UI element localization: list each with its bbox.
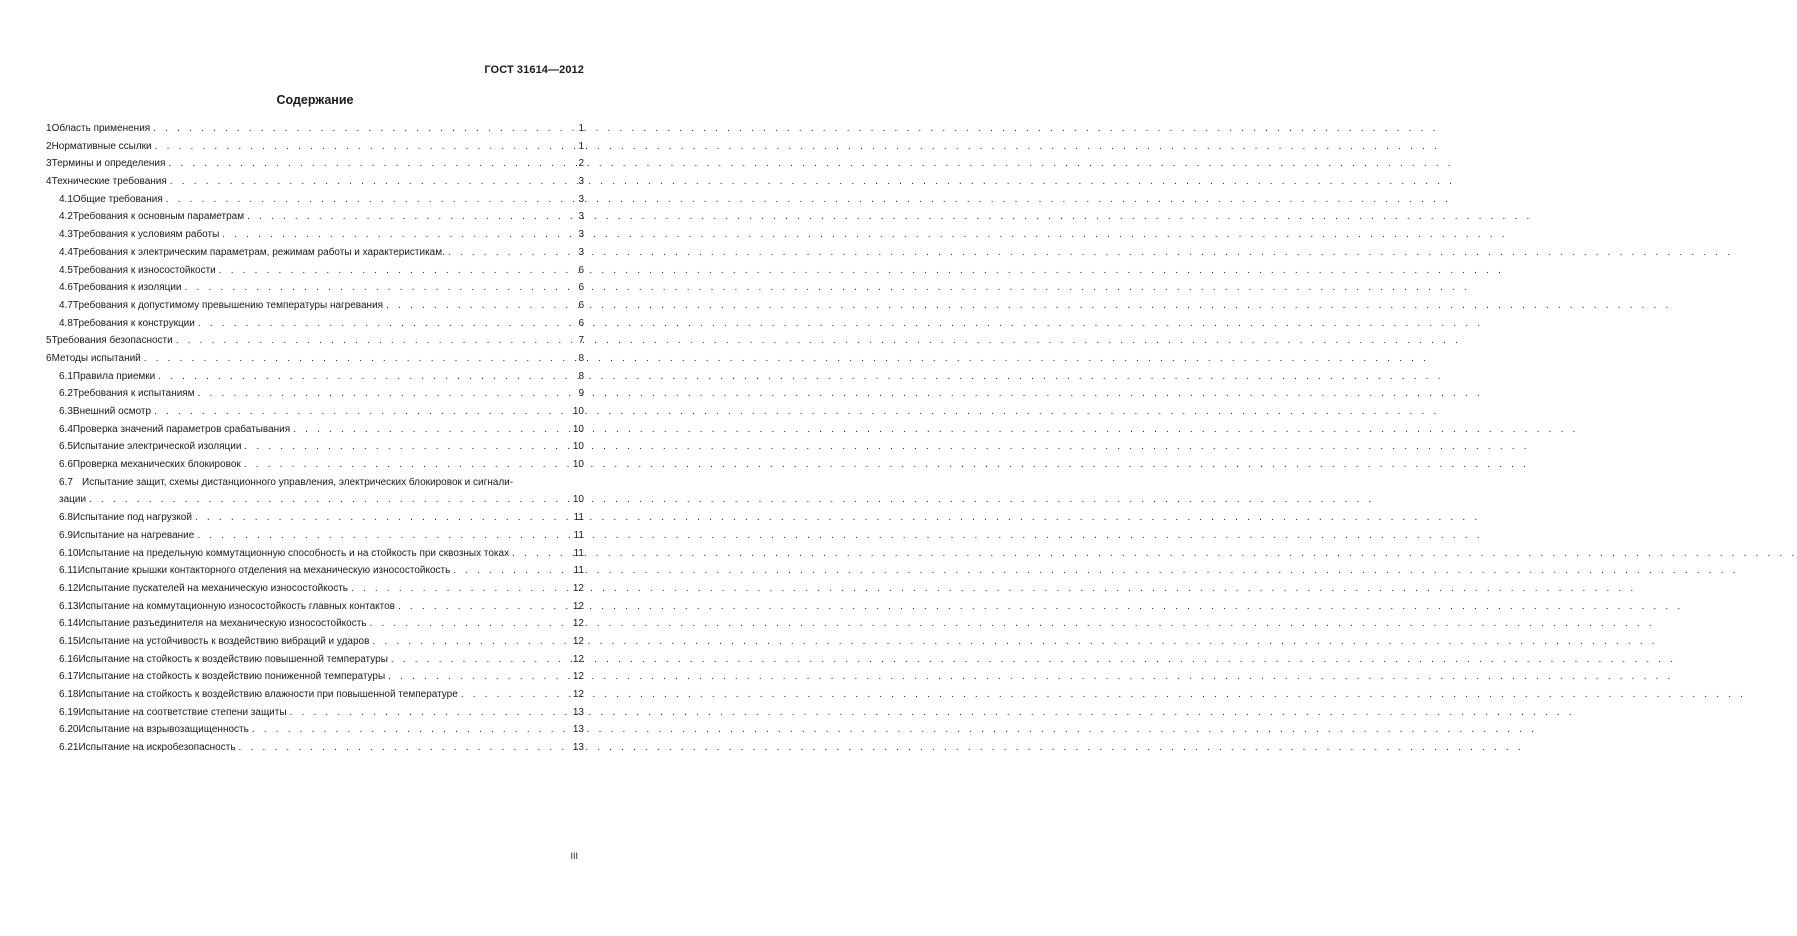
toc-entry-page: 11 [573, 529, 584, 541]
toc-entry-number: 6.18 [59, 689, 79, 700]
toc-entry[interactable] [46, 615, 584, 633]
toc-entry[interactable] [46, 385, 584, 403]
toc-entry-page: 6 [578, 299, 584, 311]
toc-entry-title: Требования к основным параметрам [72, 211, 245, 223]
toc-entry-number: 4.2 [59, 211, 73, 223]
toc-entry[interactable] [46, 421, 584, 439]
toc-entry-title: Испытание пускателей на механическую износостойкость [78, 582, 348, 594]
toc-entry-number: 6.7 [59, 476, 73, 488]
toc-leader-dots [144, 350, 573, 368]
toc-entry-number: 5 [46, 335, 52, 347]
toc-entry-page: 1 [578, 123, 584, 134]
toc-entry-title: Правила приемки [72, 370, 156, 382]
toc-entry-page: 9 [578, 388, 584, 400]
toc-entry-number: 4.3 [59, 229, 73, 241]
toc-entry-page: 13 [572, 706, 584, 718]
toc-leader-dots [89, 491, 570, 509]
toc-entry-number: 4.4 [59, 246, 73, 258]
page-number: III [570, 851, 578, 861]
toc-entry-number: 4.1 [59, 193, 73, 205]
toc-entry[interactable] [46, 120, 584, 138]
toc-entry[interactable] [46, 173, 584, 191]
toc-entry[interactable] [46, 155, 584, 173]
toc-entry-page: 6 [578, 264, 584, 276]
toc-entry[interactable] [46, 739, 584, 757]
toc-leader-dots [197, 527, 570, 545]
toc-entry[interactable] [46, 438, 584, 456]
toc-entry-number: 4 [46, 176, 52, 188]
toc-leader-dots [168, 155, 573, 173]
toc-entry-page: 13 [572, 742, 584, 754]
toc-entry-number: 6.13 [59, 600, 79, 612]
toc-entry-page: 12 [572, 689, 584, 700]
toc-entry[interactable] [46, 562, 584, 580]
toc-entry[interactable] [46, 580, 584, 598]
toc-leader-dots [154, 403, 570, 421]
toc-entry-title: Требования к испытаниям [72, 388, 195, 400]
toc-entry-page: 3 [578, 176, 584, 188]
toc-entry-page: 3 [578, 229, 584, 241]
toc-entry[interactable] [46, 332, 584, 350]
toc-entry-page: 12 [572, 635, 584, 647]
toc-entry-number: 6.1 [59, 370, 73, 382]
toc-entry-number: 6.2 [59, 388, 73, 400]
toc-leader-dots [158, 368, 573, 386]
table-of-contents [46, 120, 584, 757]
toc-entry[interactable] [46, 704, 584, 722]
toc-entry-page: 10 [572, 459, 584, 471]
toc-entry-page: 10 [572, 406, 584, 417]
toc-entry-number: 6.5 [59, 441, 73, 453]
toc-entry-title: Нормативные ссылки [51, 140, 152, 152]
toc-entry-page: 1 [578, 140, 584, 152]
toc-entry[interactable] [46, 598, 584, 616]
toc-entry-number: 6.8 [59, 512, 73, 524]
toc-entry[interactable] [46, 226, 584, 244]
toc-leader-dots [247, 208, 573, 226]
toc-leader-dots [448, 244, 573, 262]
toc-entry-page: 6 [578, 282, 584, 294]
toc-entry[interactable] [46, 686, 584, 704]
toc-entry-title-continuation: зации [59, 494, 87, 506]
toc-entry-title: Требования к допустимому превышению температуры нагревания [72, 299, 384, 311]
toc-leader-dots [370, 615, 570, 633]
toc-entry-title: Требования к изоляции [72, 282, 182, 294]
toc-entry-title: Испытание на стойкость к воздействию повышенной температуры [78, 653, 388, 665]
toc-entry-title: Испытание на стойкость к воздействию пониженной температуры [78, 671, 386, 683]
toc-entry[interactable] [46, 262, 584, 280]
toc-leader-dots [222, 226, 573, 244]
toc-entry[interactable] [46, 244, 584, 262]
toc-entry[interactable] [46, 456, 584, 474]
toc-entry-number: 6.19 [59, 706, 79, 718]
toc-entry-number: 6 [46, 352, 52, 364]
toc-entry[interactable] [46, 138, 584, 156]
toc-leader-dots [176, 332, 573, 350]
toc-entry-page: 7 [578, 335, 584, 347]
toc-leader-dots [388, 668, 570, 686]
toc-leader-dots [252, 721, 570, 739]
toc-entry-title: Требования к конструкции [72, 317, 195, 329]
toc-entry-number: 4.7 [59, 299, 73, 311]
toc-entry-title: Испытание на взрывозащищенность [78, 724, 249, 736]
toc-leader-dots [219, 262, 573, 280]
toc-entry-page: 12 [572, 618, 584, 630]
toc-entry[interactable] [46, 721, 584, 739]
toc-entry-number: 4.6 [59, 282, 73, 294]
toc-leader-dots [153, 120, 573, 138]
toc-leader-dots [244, 456, 570, 474]
toc-entry-page: 11 [573, 547, 584, 559]
toc-entry-page: 6 [578, 317, 584, 329]
toc-entry-title: Требования безопасности [51, 335, 173, 347]
toc-leader-dots [244, 438, 569, 456]
toc-entry-page: 12 [572, 653, 584, 665]
toc-entry-number: 6.17 [59, 671, 79, 683]
toc-leader-dots [166, 191, 573, 209]
toc-entry-page: 8 [578, 370, 584, 382]
toc-entry-page: 12 [572, 582, 584, 594]
toc-entry-number: 2 [46, 140, 52, 152]
toc-entry-number: 6.14 [59, 618, 79, 630]
toc-entry-title: Общие требования [72, 193, 163, 205]
toc-entry-title: Испытание на коммутационную износостойкость главных контактов [78, 600, 395, 612]
toc-entry-title: Область применения [51, 123, 151, 134]
toc-entry[interactable] [46, 651, 584, 669]
toc-entry[interactable] [46, 297, 584, 315]
toc-entry-number: 6.4 [59, 423, 73, 435]
toc-leader-dots [155, 138, 573, 156]
toc-entry-page: 2 [578, 158, 584, 170]
toc-entry-page: 3 [578, 211, 584, 223]
toc-entry[interactable] [46, 509, 584, 527]
toc-entry-page: 8 [578, 352, 584, 364]
toc-entry-number: 1 [46, 123, 52, 134]
toc-entry-number: 6.11 [59, 565, 78, 577]
toc-entry[interactable] [46, 350, 584, 368]
toc-entry-title: Испытание на стойкость к воздействию влажности при повышенной температуре [78, 689, 458, 700]
toc-entry-page: 11 [573, 565, 584, 577]
toc-entry[interactable] [46, 474, 584, 509]
toc-entry[interactable] [46, 315, 584, 333]
toc-entry-page: 12 [572, 671, 584, 683]
toc-leader-dots [239, 739, 570, 757]
toc-entry[interactable] [46, 208, 584, 226]
toc-entry-title: Испытание на предельную коммутационную способность и на стойкость при сквозных токах [78, 547, 510, 559]
toc-entry-number: 6.20 [59, 724, 79, 736]
toc-entry[interactable] [46, 279, 584, 297]
toc-leader-dots [198, 315, 573, 333]
toc-entry-page: 10 [572, 423, 584, 435]
toc-entry[interactable] [46, 191, 584, 209]
toc-leader-dots [290, 704, 570, 722]
toc-entry-number: 6.10 [59, 547, 79, 559]
toc-entry-title: Методы испытаний [51, 352, 141, 364]
toc-entry-title: Испытание крышки контакторного отделения на механическую износостойкость [77, 565, 451, 577]
toc-entry-page: 3 [578, 193, 584, 205]
toc-entry-number: 6.12 [59, 582, 79, 594]
toc-entry-number: 4.8 [59, 317, 73, 329]
toc-entry-title: Требования к электрическим параметрам, режимам работы и характеристикам. [72, 246, 445, 258]
toc-leader-dots [170, 173, 573, 191]
toc-entry-page: 10 [572, 494, 584, 506]
toc-leader-dots [351, 580, 570, 598]
toc-entry-title: Испытание на соответствие степени защиты [78, 706, 287, 718]
toc-entry-number: 3 [46, 158, 52, 170]
toc-entry-number: 6.9 [59, 529, 73, 541]
toc-entry-number: 6.15 [59, 635, 79, 647]
toc-entry[interactable] [46, 527, 584, 545]
toc-leader-dots [386, 297, 573, 315]
toc-entry-title: Испытание на устойчивость к воздействию вибраций и ударов [78, 635, 370, 647]
toc-entry-title: Испытание на искробезопасность [78, 742, 236, 754]
toc-entry[interactable] [46, 545, 584, 563]
toc-entry-number: 6.6 [59, 459, 73, 471]
toc-entry[interactable] [46, 668, 584, 686]
toc-leader-dots [195, 509, 571, 527]
toc-entry-title: Требования к износостойкости [72, 264, 216, 276]
toc-leader-dots [185, 279, 573, 297]
toc-leader-dots [512, 545, 571, 563]
toc-entry-page: 3 [578, 246, 584, 258]
document-code: ГОСТ 31614—2012 [484, 64, 584, 76]
toc-entry[interactable] [46, 368, 584, 386]
toc-entry-title: Проверка значений параметров срабатывания [72, 423, 291, 435]
toc-entry-page: 12 [572, 600, 584, 612]
toc-entry[interactable] [46, 633, 584, 651]
toc-leader-dots [453, 562, 570, 580]
toc-entry-title: Внешний осмотр [72, 406, 152, 417]
toc-title: Содержание [276, 93, 354, 107]
toc-leader-dots [293, 421, 570, 439]
toc-entry-title: Испытание электрической изоляции [72, 441, 242, 453]
toc-entry-page: 11 [573, 512, 584, 524]
toc-entry-number: 6.16 [59, 653, 79, 665]
toc-leader-dots [391, 651, 570, 669]
toc-entry-title: Испытание разъединителя на механическую износостойкость [78, 618, 367, 630]
toc-leader-dots [398, 598, 570, 616]
toc-entry-number: 6.21 [59, 742, 79, 754]
toc-entry[interactable] [46, 403, 584, 421]
toc-leader-dots [198, 385, 573, 403]
toc-entry-number: 6.3 [59, 406, 73, 417]
toc-entry-page: 13 [572, 724, 584, 736]
toc-entry-page: 10 [572, 441, 584, 453]
toc-entry-title: Технические требования [51, 176, 167, 188]
toc-entry-title: Требования к условиям работы [72, 229, 220, 241]
toc-leader-dots [372, 633, 569, 651]
toc-entry-title: Испытание на нагревание [72, 529, 195, 541]
toc-entry-title: Испытание под нагрузкой [72, 512, 192, 524]
toc-entry-title: Проверка механических блокировок [72, 459, 241, 471]
toc-entry-number: 4.5 [59, 264, 73, 276]
toc-entry-title: Термины и определения [51, 158, 166, 170]
toc-entry-title: Испытание защит, схемы дистанционного управления, электрических блокировок и сигнали- [82, 476, 514, 488]
toc-leader-dots [461, 686, 570, 704]
